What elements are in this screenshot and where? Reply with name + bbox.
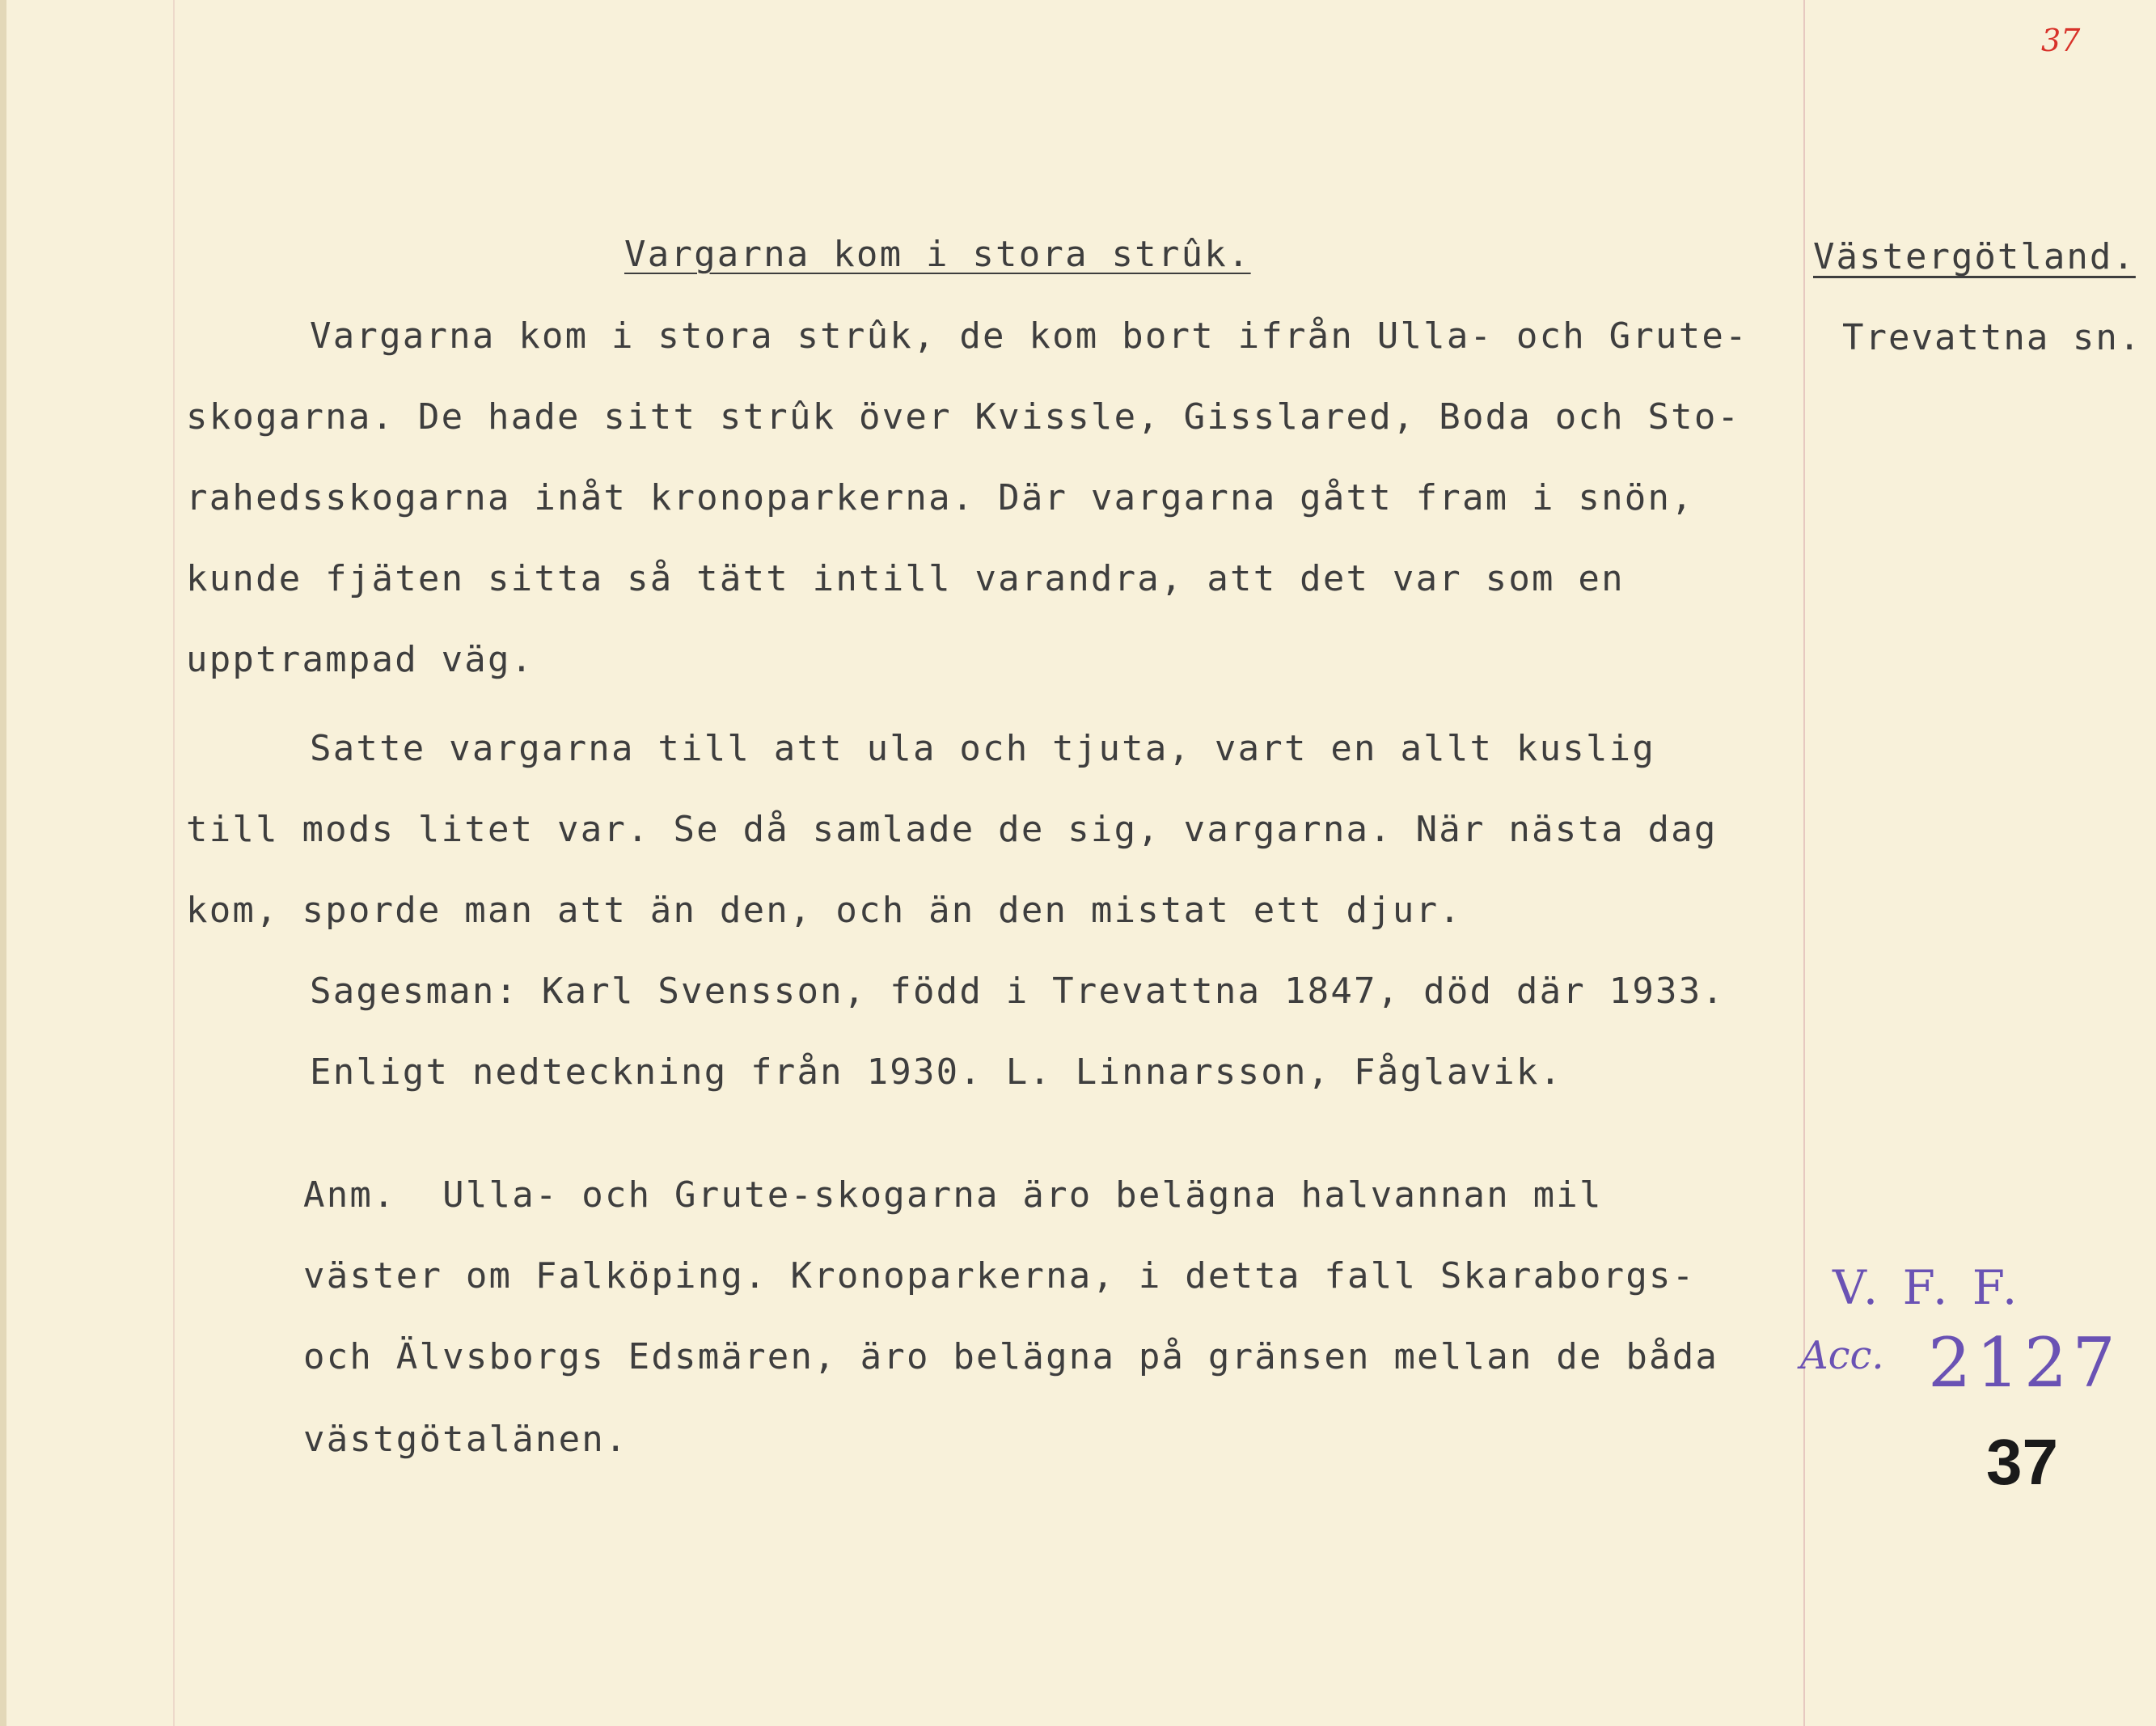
note-line: och Älvsborgs Edsmären, äro belägna på gränsen mellan de båda bbox=[303, 1336, 1719, 1377]
collection-stamp: V. F. F. bbox=[1833, 1260, 2023, 1315]
corner-page-number: 37 bbox=[2041, 23, 2081, 58]
paragraph-line: rahedsskogarna inåt kronoparkerna. Där vargarna gått fram i snön, bbox=[186, 477, 1694, 518]
card-edge bbox=[0, 0, 6, 1726]
left-margin-rule bbox=[173, 0, 175, 1726]
parish-label: Trevattna sn. bbox=[1842, 317, 2142, 358]
right-margin-rule bbox=[1803, 0, 1805, 1726]
paragraph-line: upptrampad väg. bbox=[186, 639, 535, 680]
paragraph-line: skogarna. De hade sitt strûk över Kvissle, Gisslared, Boda och Sto- bbox=[186, 396, 1741, 438]
accession-number-stamp: 2127 bbox=[1928, 1323, 2120, 1402]
region-label: Västergötland. bbox=[1813, 236, 2136, 277]
note-line: väster om Falköping. Kronoparkerna, i detta fall Skaraborgs- bbox=[303, 1255, 1696, 1297]
paragraph-line: Satte vargarna till att ula och tjuta, vart en allt kuslig bbox=[310, 728, 1656, 769]
informant-line: Sagesman: Karl Svensson, född i Trevattna 1847, död där 1933. bbox=[310, 971, 1726, 1012]
paragraph-line: till mods litet var. Se då samlade de sig, vargarna. När nästa dag bbox=[186, 809, 1718, 850]
paragraph-line: kunde fjäten sitta så tätt intill varandra, att det var som en bbox=[186, 558, 1625, 599]
paragraph-line: Vargarna kom i stora strûk, de kom bort ifrån Ulla- och Grute- bbox=[310, 315, 1748, 357]
accession-label-stamp: Acc. bbox=[1800, 1333, 1884, 1378]
note-line: västgötalänen. bbox=[303, 1419, 628, 1460]
note-line: Anm. Ulla- och Grute-skogarna äro belägna halvannan mil bbox=[303, 1174, 1603, 1216]
paragraph-line: kom, sporde man att än den, och än den mistat ett djur. bbox=[186, 890, 1462, 931]
record-title: Vargarna kom i stora strûk. bbox=[624, 234, 1251, 275]
page-number: 37 bbox=[1986, 1426, 2058, 1498]
source-line: Enligt nedteckning från 1930. L. Linnarsson, Fåglavik. bbox=[310, 1051, 1563, 1093]
